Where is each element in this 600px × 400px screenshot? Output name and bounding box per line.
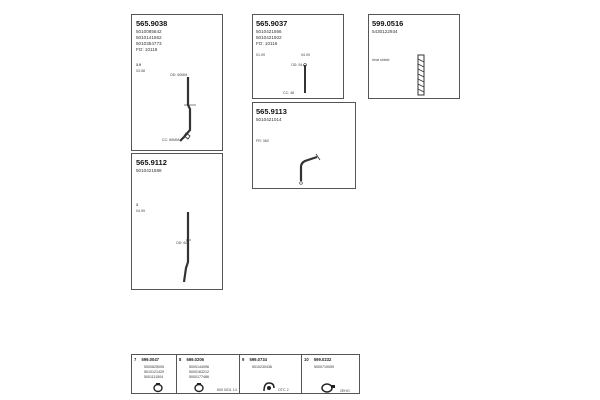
card-565-9112 — [131, 153, 223, 290]
accessory-cell — [302, 355, 361, 393]
reference-number: 5000825005 — [144, 365, 164, 369]
part-number: 599.0047 — [141, 357, 159, 362]
clamp-icon — [193, 383, 205, 393]
accessory-cell — [240, 355, 302, 393]
fitting-note: 3.9 — [136, 63, 141, 67]
clamp-icon — [152, 383, 164, 393]
heat-shield-drawing — [415, 53, 427, 97]
reference-number: 5000177486 — [189, 375, 209, 379]
clamp-tag: OTC 2 — [278, 388, 289, 392]
reference-number: 5010421502 — [256, 35, 282, 40]
reference-number: 5001111504 — [144, 375, 164, 379]
fitting-note: FR: 360 — [256, 139, 269, 143]
reference-number: 5010421014 — [256, 117, 282, 122]
reference-number: 5000163212 — [189, 370, 209, 374]
card-565-9113 — [252, 102, 356, 189]
part-number: 669.0206 — [186, 357, 204, 362]
reference-number: 5010421588 — [136, 168, 162, 173]
fitting-note: 04.09 — [301, 53, 310, 57]
dimension-label: OD: 54 — [291, 63, 303, 67]
reference-number: 5010121429 — [144, 370, 164, 374]
item-index: 9 — [242, 357, 245, 362]
clamp-tag: 2EHG — [340, 389, 350, 393]
part-number: 599.0734 — [249, 357, 267, 362]
fitting-note: 04.99 — [136, 209, 145, 213]
reference-number: 5010141562 — [136, 35, 162, 40]
reference-number: FO: 10118 — [136, 47, 158, 52]
dimension-label: OD: 60MM — [170, 73, 188, 77]
reference-number: 5000719059 — [314, 365, 334, 369]
exhaust-pipe-drawing — [178, 210, 198, 288]
part-number: 565.9037 — [256, 19, 288, 28]
reference-number: 5010230436 — [252, 365, 272, 369]
item-index: 8 — [179, 357, 182, 362]
bracket-icon — [262, 381, 276, 393]
item-index: 7 — [134, 357, 137, 362]
fitting-note: 01.09 — [256, 53, 265, 57]
card-565-9037 — [252, 14, 344, 99]
reference-number: FO: 10116 — [256, 41, 278, 46]
fitting-note: 03.58 — [136, 69, 145, 73]
reference-number: 5010354773 — [136, 41, 162, 46]
card-599-0516 — [368, 14, 460, 99]
part-number: 599.0516 — [372, 19, 404, 28]
part-number: 565.9113 — [256, 107, 287, 116]
reference-number: 5010421566 — [256, 29, 282, 34]
fitting-note: 3 — [136, 203, 138, 207]
fitting-note: heat shield — [372, 58, 390, 62]
accessory-cell — [177, 355, 240, 393]
dimension-label: CC: 89MM — [162, 138, 180, 142]
part-number: 565.9038 — [136, 19, 168, 28]
clamp-tag: 600 0011 14 — [217, 388, 237, 392]
exhaust-pipe-drawing — [172, 75, 202, 145]
reference-number: 5430122934 — [372, 29, 398, 34]
card-565-9038 — [131, 14, 223, 151]
clamp-icon — [320, 382, 336, 393]
dimension-label: OD: 60 — [176, 241, 188, 245]
accessory-cell — [132, 355, 177, 393]
reference-number: 5000144096 — [189, 365, 209, 369]
item-index: 10 — [304, 357, 309, 362]
dimension-label: CC: 48 — [283, 91, 295, 95]
exhaust-pipe-drawing — [297, 153, 327, 189]
exhaust-pipe-drawing — [299, 63, 319, 99]
accessory-strip — [131, 354, 360, 394]
part-number: 565.9112 — [136, 158, 167, 167]
part-number: 599.0232 — [313, 357, 332, 362]
reference-number: 5010085642 — [136, 29, 162, 34]
